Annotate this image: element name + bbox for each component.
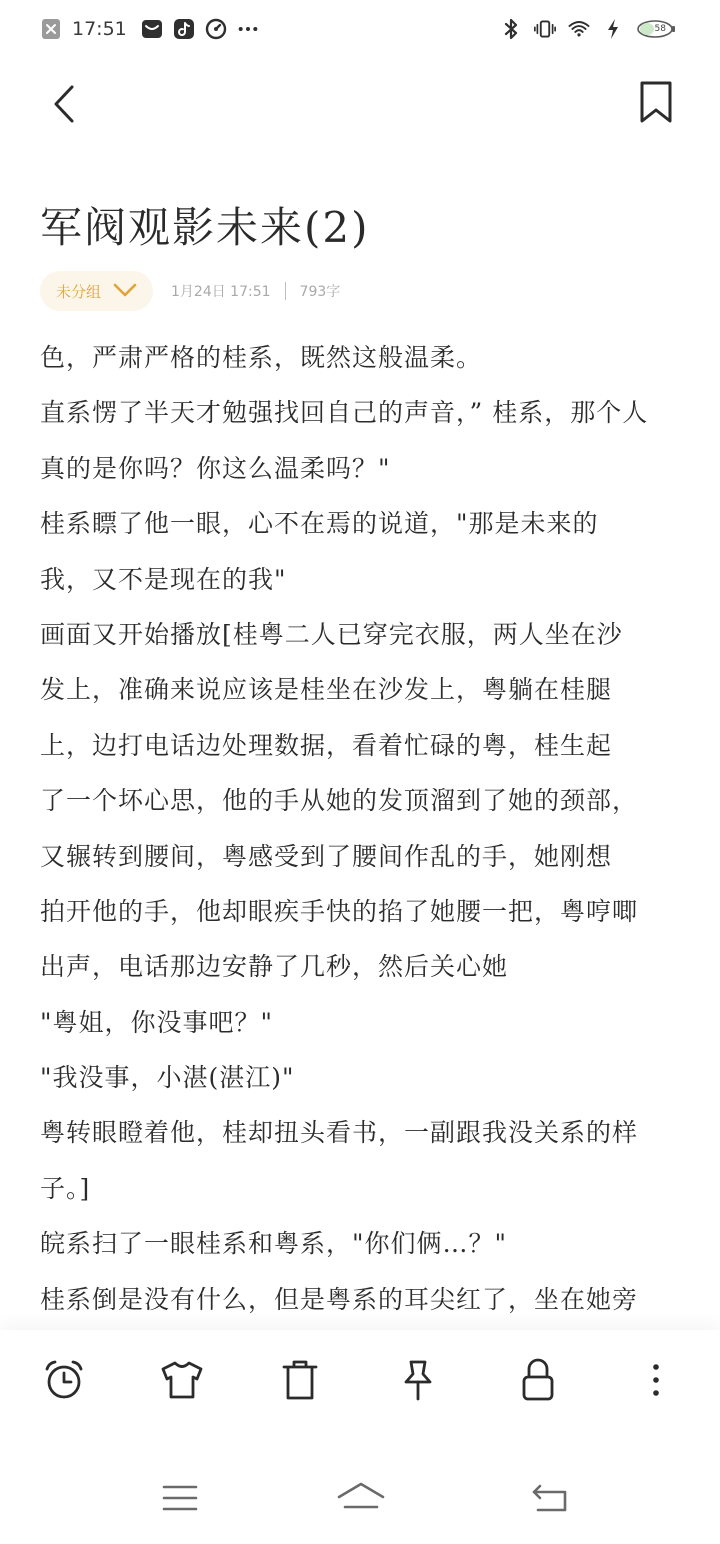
reminder-button[interactable] bbox=[40, 1358, 88, 1406]
pin-button[interactable] bbox=[394, 1358, 442, 1406]
body-line: 我，又不是现在的我" bbox=[40, 564, 287, 594]
back-icon bbox=[530, 1482, 570, 1518]
back-button[interactable] bbox=[40, 82, 88, 130]
body-line: 色，严肃严格的桂系，既然这般温柔。 bbox=[40, 343, 483, 372]
body-line: "我没事，小湛(湛江)" bbox=[40, 1063, 295, 1093]
chevron-down-icon bbox=[113, 282, 137, 301]
note-date: 1月24日 17:51 bbox=[171, 284, 271, 300]
mail-icon bbox=[141, 18, 163, 40]
status-left bbox=[40, 16, 259, 42]
bottom-toolbar bbox=[0, 1330, 720, 1440]
system-nav-bar bbox=[0, 1440, 720, 1544]
vibrate-icon bbox=[534, 18, 556, 40]
body-line: 真的是你吗？你这么温柔吗？" bbox=[40, 453, 391, 483]
bookmark-button[interactable] bbox=[632, 80, 680, 128]
body-line: 直系愣了半天才勉强找回自己的声音，” 桂系，那个人 bbox=[40, 398, 649, 428]
body-line: 发上，准确来说应该是桂坐在沙发上，粤躺在桂腿 bbox=[40, 675, 613, 705]
more-button[interactable] bbox=[632, 1358, 680, 1406]
system-back-button[interactable] bbox=[526, 1480, 574, 1520]
header bbox=[0, 70, 720, 140]
more-vertical-icon bbox=[651, 1362, 661, 1402]
wifi-icon bbox=[568, 18, 590, 40]
lock-button[interactable] bbox=[514, 1358, 562, 1406]
battery-level: 58 bbox=[654, 24, 666, 34]
close-square-icon bbox=[40, 18, 62, 40]
pin-icon bbox=[400, 1358, 436, 1406]
speed-icon bbox=[205, 18, 227, 40]
delete-button[interactable] bbox=[276, 1358, 324, 1406]
recent-apps-button[interactable] bbox=[156, 1480, 204, 1520]
group-selector[interactable] bbox=[40, 271, 153, 311]
body-line: 桂系瞟了他一眼，心不在焉的说道，"那是未来的 bbox=[40, 509, 599, 539]
body-line: "粤姐，你没事吧？" bbox=[40, 1007, 273, 1037]
meta-divider bbox=[285, 282, 286, 300]
body-line: 又辗转到腰间，粤感受到了腰间作乱的手，她刚想 bbox=[40, 841, 613, 871]
body-line: 画面又开始播放[桂粤二人已穿完衣服，两人坐在沙 bbox=[40, 619, 623, 649]
body-line: 拍开他的手，他却眼疾手快的掐了她腰一把，粤哼唧 bbox=[40, 896, 639, 926]
note-title[interactable]: 军阀观影未来(2) bbox=[40, 203, 370, 252]
body-line: 子。] bbox=[40, 1173, 91, 1203]
group-label: 未分组 bbox=[56, 282, 102, 301]
more-dots-icon bbox=[237, 18, 259, 40]
charging-icon bbox=[602, 18, 624, 40]
body-line: 皖系扫了一眼桂系和粤系，"你们俩…？" bbox=[40, 1229, 507, 1259]
home-button[interactable] bbox=[334, 1480, 388, 1520]
note-meta bbox=[40, 270, 340, 312]
music-icon bbox=[173, 18, 195, 40]
word-count: 793字 bbox=[299, 284, 341, 300]
menu-icon bbox=[161, 1483, 199, 1517]
status-time: 17:51 bbox=[72, 18, 127, 40]
body-line: 桂系倒是没有什么，但是粤系的耳尖红了，坐在她旁 bbox=[40, 1284, 639, 1314]
status-bar bbox=[0, 0, 720, 58]
status-right bbox=[500, 16, 676, 42]
note-body[interactable] bbox=[40, 330, 685, 1330]
bluetooth-icon bbox=[500, 18, 522, 40]
home-icon bbox=[336, 1481, 386, 1519]
skin-button[interactable] bbox=[158, 1358, 206, 1406]
bookmark-icon bbox=[638, 80, 674, 128]
body-line: 出声，电话那边安静了几秒，然后关心她 bbox=[40, 952, 509, 982]
trash-icon bbox=[280, 1358, 320, 1406]
alarm-clock-icon bbox=[42, 1358, 86, 1406]
body-line: 了一个坏心思，他的手从她的发顶溜到了她的颈部， bbox=[40, 786, 639, 816]
tshirt-icon bbox=[159, 1359, 205, 1405]
chevron-left-icon bbox=[50, 84, 78, 128]
body-line: 上，边打电话边处理数据，看着忙碌的粤，桂生起 bbox=[40, 730, 613, 760]
lock-icon bbox=[520, 1357, 556, 1407]
body-line: 粤转眼瞪着他，桂却扭头看书，一副跟我没关系的样 bbox=[40, 1118, 639, 1148]
